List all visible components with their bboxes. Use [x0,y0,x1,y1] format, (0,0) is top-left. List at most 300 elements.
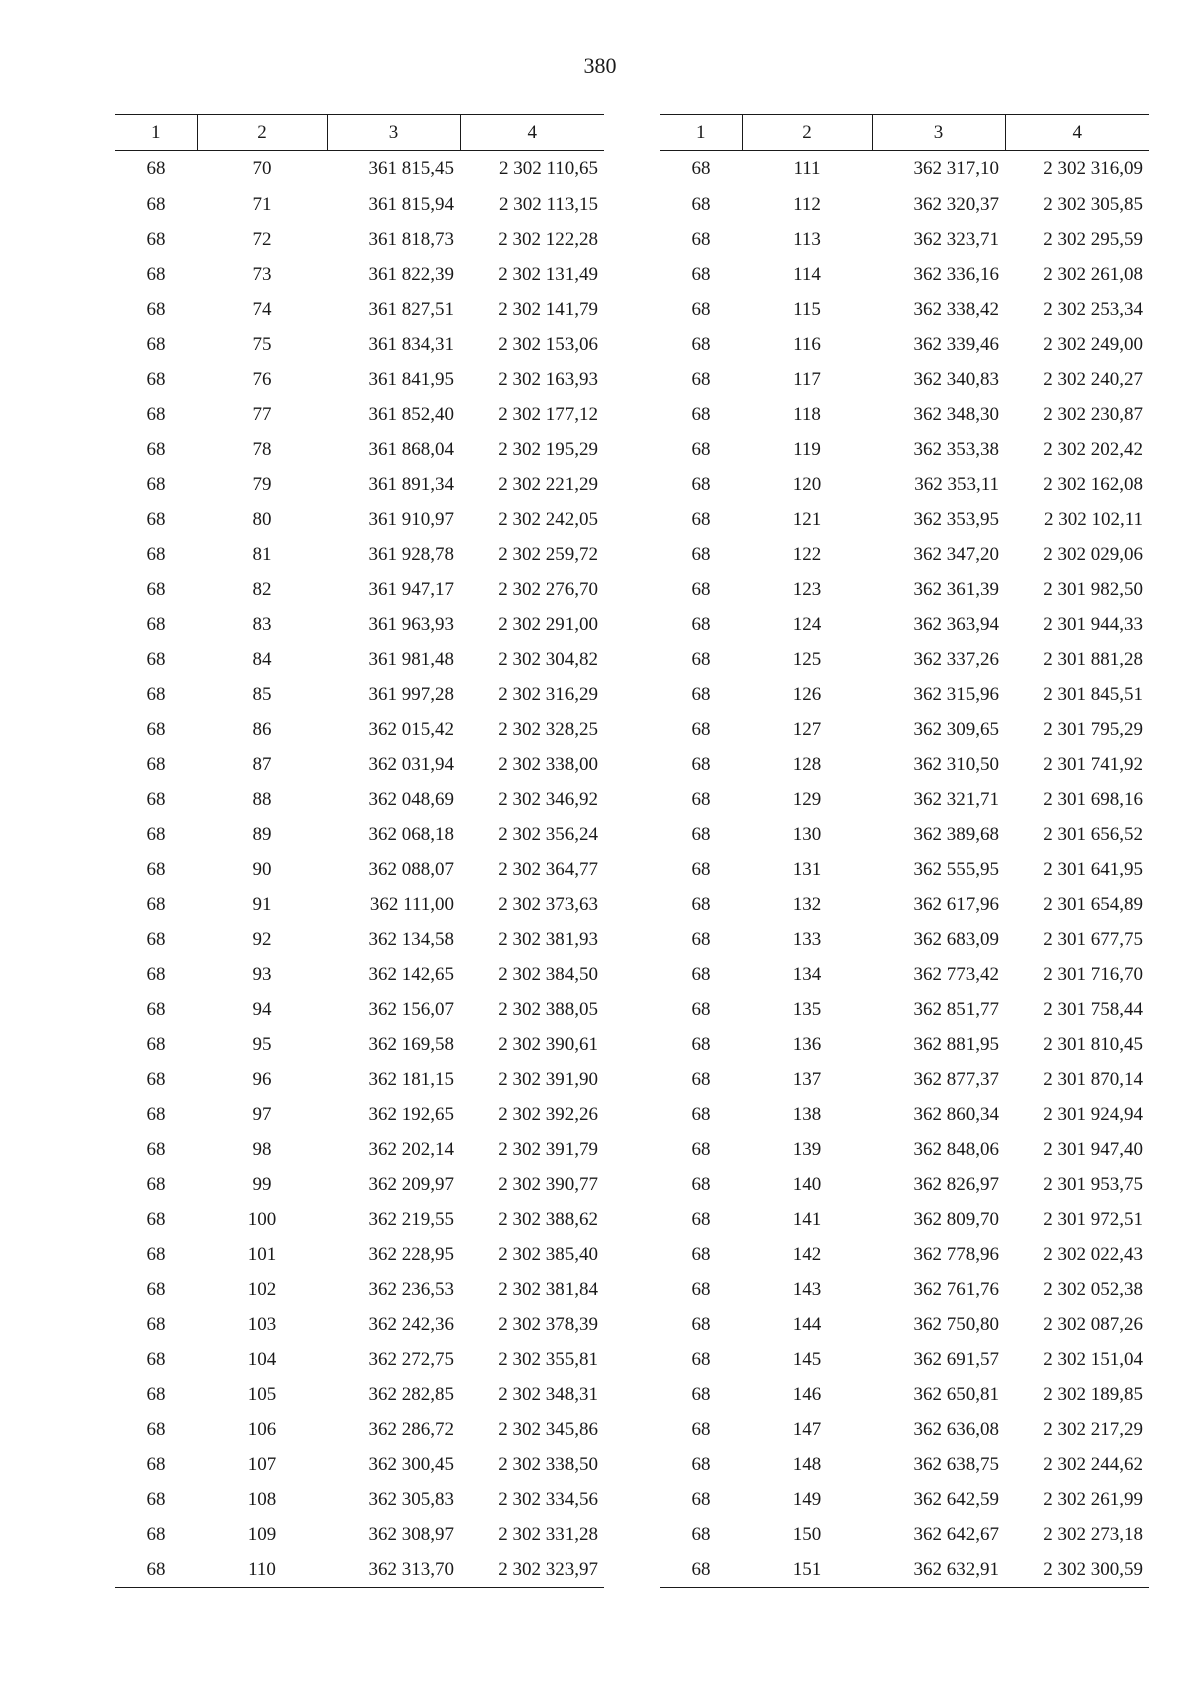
district-number-cell: 68 [146,193,166,215]
point-number-cell: 107 [247,1453,277,1475]
district-number-cell: 68 [691,718,711,740]
table-row [115,502,604,537]
district-number-cell: 68 [146,1103,166,1125]
table-body-right [660,151,1149,1588]
district-number-cell: 68 [146,718,166,740]
point-number-cell: 115 [793,298,821,320]
x-coordinate-cell: 362 761,76 [913,1278,999,1300]
table-row [115,1097,604,1132]
district-number-cell: 68 [146,788,166,810]
y-coordinate-cell: 2 302 356,24 [498,823,598,845]
x-coordinate-cell: 361 834,31 [368,333,454,355]
point-number-cell: 90 [252,858,272,880]
y-coordinate-cell: 2 302 202,42 [1043,438,1143,460]
y-coordinate-cell: 2 302 295,59 [1043,228,1143,250]
y-coordinate-cell: 2 301 972,51 [1043,1208,1143,1230]
point-number-cell: 125 [792,648,822,670]
point-number-cell: 77 [252,403,272,425]
table-row [115,1202,604,1237]
district-number-cell: 68 [691,928,711,950]
point-number-cell: 140 [792,1173,822,1195]
district-number-cell: 68 [691,543,711,565]
x-coordinate-cell: 361 910,97 [368,508,454,530]
x-coordinate-cell: 361 997,28 [368,683,454,705]
point-number-cell: 149 [792,1488,822,1510]
district-number-cell: 68 [691,1068,711,1090]
y-coordinate-cell: 2 302 388,05 [498,998,598,1020]
district-number-cell: 68 [146,543,166,565]
table-row [660,922,1149,957]
district-number-cell: 68 [146,1313,166,1335]
point-number-cell: 82 [252,578,272,600]
x-coordinate-cell: 362 202,14 [368,1138,454,1160]
point-number-cell: 72 [252,228,272,250]
y-coordinate-cell: 2 302 276,70 [498,578,598,600]
table-row [660,817,1149,852]
district-number-cell: 68 [691,1243,711,1265]
y-coordinate-cell: 2 302 244,62 [1043,1453,1143,1475]
point-number-cell: 122 [792,543,822,565]
table-row [115,677,604,712]
x-coordinate-cell: 361 891,34 [368,473,454,495]
point-number-cell: 146 [792,1383,822,1405]
district-number-cell: 68 [691,578,711,600]
y-coordinate-cell: 2 301 810,45 [1043,1033,1143,1055]
y-coordinate-cell: 2 302 346,92 [498,788,598,810]
point-number-cell: 96 [252,1068,272,1090]
district-number-cell: 68 [691,1138,711,1160]
y-coordinate-cell: 2 302 113,15 [498,193,598,215]
point-number-cell: 103 [247,1313,277,1335]
district-number-cell: 68 [146,1523,166,1545]
district-number-cell: 68 [146,158,166,179]
point-number-cell: 84 [252,648,272,670]
table-row [660,1342,1149,1377]
table-row [115,1412,604,1447]
table-row [660,572,1149,607]
x-coordinate-cell: 362 348,30 [913,403,999,425]
y-coordinate-cell: 2 302 378,39 [498,1313,598,1335]
district-number-cell: 68 [146,368,166,390]
point-number-cell: 147 [792,1418,822,1440]
district-number-cell: 68 [146,1033,166,1055]
x-coordinate-cell: 362 642,59 [913,1488,999,1510]
column-header-4: 4 [460,115,604,151]
district-number-cell: 68 [691,1383,711,1405]
x-coordinate-cell: 361 841,95 [368,368,454,390]
point-number-cell: 93 [252,963,272,985]
x-coordinate-cell: 362 851,77 [913,998,999,1020]
point-number-cell: 104 [247,1348,277,1370]
point-number-cell: 150 [792,1523,822,1545]
x-coordinate-cell: 362 305,83 [368,1488,454,1510]
table-row [660,292,1149,327]
table-row [115,572,604,607]
x-coordinate-cell: 362 282,85 [368,1383,454,1405]
table-row [115,1167,604,1202]
y-coordinate-cell: 2 302 151,04 [1043,1348,1143,1370]
district-number-cell: 68 [146,263,166,285]
page-number: 380 [583,53,617,78]
x-coordinate-cell: 362 310,50 [913,753,999,775]
table-row [660,1167,1149,1202]
y-coordinate-cell: 2 302 390,61 [498,1033,598,1055]
y-coordinate-cell: 2 302 261,08 [1043,263,1143,285]
table-row [660,362,1149,397]
point-number-cell: 143 [792,1278,822,1300]
x-coordinate-cell: 361 963,93 [368,613,454,635]
table-row [660,432,1149,467]
point-number-cell: 85 [252,683,272,705]
x-coordinate-cell: 362 650,81 [913,1383,999,1405]
point-number-cell: 92 [252,928,272,950]
district-number-cell: 68 [146,753,166,775]
district-number-cell: 68 [691,158,711,179]
table-header-row [115,115,604,151]
table-row [660,747,1149,782]
y-coordinate-cell: 2 302 259,72 [498,543,598,565]
point-number-cell: 138 [792,1103,822,1125]
x-coordinate-cell: 362 636,08 [913,1418,999,1440]
table-row [115,922,604,957]
district-number-cell: 68 [146,403,166,425]
y-coordinate-cell: 2 302 217,29 [1043,1418,1143,1440]
district-number-cell: 68 [146,683,166,705]
x-coordinate-cell: 362 309,65 [913,718,999,740]
point-number-cell: 112 [793,193,821,215]
point-number-cell: 75 [252,333,272,355]
table-row [115,1552,604,1588]
point-number-cell: 110 [197,1552,327,1588]
x-coordinate-cell: 362 320,37 [913,193,999,215]
district-number-cell: 68 [691,1523,711,1545]
table-row [660,1482,1149,1517]
point-number-cell: 98 [252,1138,272,1160]
y-coordinate-cell: 2 302 240,27 [1043,368,1143,390]
y-coordinate-cell: 2 302 162,08 [1043,473,1143,495]
table-row [115,1062,604,1097]
y-coordinate-cell: 2 302 355,81 [498,1348,598,1370]
district-number-cell: 68 [691,823,711,845]
point-number-cell: 101 [247,1243,277,1265]
table-row [660,1377,1149,1412]
x-coordinate-cell: 362 632,91 [872,1552,1005,1588]
coordinates-table-left [115,114,604,1588]
table-row [660,1202,1149,1237]
district-number-cell: 68 [146,893,166,915]
point-number-cell: 79 [252,473,272,495]
table-row [660,1132,1149,1167]
district-number-cell: 68 [691,683,711,705]
coordinates-table-right [660,114,1149,1588]
district-number-cell: 68 [691,1208,711,1230]
district-number-cell: 68 [691,893,711,915]
table-row [115,151,604,188]
y-coordinate-cell: 2 302 385,40 [498,1243,598,1265]
table-row [115,1132,604,1167]
column-header-2: 2 [742,115,872,151]
table-header-row [660,115,1149,151]
table-row [115,1027,604,1062]
district-number-cell: 68 [691,1348,711,1370]
y-coordinate-cell: 2 302 323,97 [460,1552,604,1588]
x-coordinate-cell: 362 192,65 [368,1103,454,1125]
table-row [115,1342,604,1377]
table-row [115,467,604,502]
y-coordinate-cell: 2 302 316,29 [498,683,598,705]
district-number-cell: 68 [146,1068,166,1090]
table-row [115,642,604,677]
x-coordinate-cell: 362 860,34 [913,1103,999,1125]
district-number-cell: 68 [146,438,166,460]
y-coordinate-cell: 2 302 131,49 [498,263,598,285]
district-number-cell: 68 [691,788,711,810]
district-number-cell: 68 [691,1488,711,1510]
district-number-cell: 68 [691,1173,711,1195]
column-header-3: 3 [872,115,1005,151]
point-number-cell: 97 [252,1103,272,1125]
x-coordinate-cell: 362 363,94 [913,613,999,635]
x-coordinate-cell: 361 815,45 [368,158,454,179]
point-number-cell: 145 [792,1348,822,1370]
x-coordinate-cell: 362 617,96 [913,893,999,915]
point-number-cell: 81 [252,543,272,565]
district-number-cell: 68 [146,1453,166,1475]
y-coordinate-cell: 2 301 944,33 [1043,613,1143,635]
x-coordinate-cell: 362 750,80 [913,1313,999,1335]
y-coordinate-cell: 2 302 029,06 [1043,543,1143,565]
district-number-cell: 68 [691,473,711,495]
district-number-cell: 68 [691,1418,711,1440]
point-number-cell: 133 [792,928,822,950]
table-row [660,607,1149,642]
point-number-cell: 136 [792,1033,822,1055]
y-coordinate-cell: 2 302 331,28 [498,1523,598,1545]
point-number-cell: 113 [793,228,821,250]
x-coordinate-cell: 362 048,69 [368,788,454,810]
y-coordinate-cell: 2 302 230,87 [1043,403,1143,425]
table-row [115,1272,604,1307]
table-row [660,327,1149,362]
table-row [115,1447,604,1482]
point-number-cell: 74 [252,298,272,320]
x-coordinate-cell: 362 638,75 [913,1453,999,1475]
table-row [115,327,604,362]
district-number-cell: 68 [146,578,166,600]
y-coordinate-cell: 2 302 273,18 [1043,1523,1143,1545]
x-coordinate-cell: 362 347,20 [913,543,999,565]
point-number-cell: 141 [792,1208,822,1230]
point-number-cell: 135 [792,998,822,1020]
district-number-cell: 68 [146,1348,166,1370]
y-coordinate-cell: 2 302 381,93 [498,928,598,950]
district-number-cell: 68 [691,963,711,985]
table-row [115,957,604,992]
y-coordinate-cell: 2 301 953,75 [1043,1173,1143,1195]
district-number-cell: 68 [146,1138,166,1160]
district-number-cell: 68 [691,1033,711,1055]
table-row [115,712,604,747]
district-number-cell: 68 [691,613,711,635]
point-number-cell: 108 [247,1488,277,1510]
y-coordinate-cell: 2 301 947,40 [1043,1138,1143,1160]
table-row [115,292,604,327]
point-number-cell: 128 [792,753,822,775]
y-coordinate-cell: 2 301 677,75 [1043,928,1143,950]
point-number-cell: 151 [742,1552,872,1588]
district-number-cell: 68 [691,858,711,880]
x-coordinate-cell: 362 308,97 [368,1523,454,1545]
y-coordinate-cell: 2 301 881,28 [1043,648,1143,670]
district-number-cell: 68 [691,263,711,285]
point-number-cell: 100 [247,1208,277,1230]
x-coordinate-cell: 362 337,26 [913,648,999,670]
x-coordinate-cell: 362 691,57 [913,1348,999,1370]
table-row [660,257,1149,292]
column-header-1: 1 [660,115,742,151]
table-row [115,257,604,292]
point-number-cell: 139 [792,1138,822,1160]
y-coordinate-cell: 2 302 052,38 [1043,1278,1143,1300]
x-coordinate-cell: 362 272,75 [368,1348,454,1370]
district-number-cell: 68 [660,1552,742,1588]
district-number-cell: 68 [146,228,166,250]
district-number-cell: 68 [691,193,711,215]
district-number-cell: 68 [146,1243,166,1265]
x-coordinate-cell: 362 181,15 [368,1068,454,1090]
table-row [660,537,1149,572]
point-number-cell: 126 [792,683,822,705]
point-number-cell: 73 [252,263,272,285]
x-coordinate-cell: 361 815,94 [368,193,454,215]
point-number-cell: 137 [792,1068,822,1090]
y-coordinate-cell: 2 302 087,26 [1043,1313,1143,1335]
x-coordinate-cell: 362 361,39 [913,578,999,600]
district-number-cell: 68 [691,228,711,250]
district-number-cell: 68 [146,928,166,950]
table-row [660,1412,1149,1447]
x-coordinate-cell: 362 242,36 [368,1313,454,1335]
point-number-cell: 83 [252,613,272,635]
district-number-cell: 68 [146,298,166,320]
point-number-cell: 80 [252,508,272,530]
point-number-cell: 124 [792,613,822,635]
point-number-cell: 106 [247,1418,277,1440]
point-number-cell: 89 [252,823,272,845]
y-coordinate-cell: 2 302 364,77 [498,858,598,880]
table-row [660,467,1149,502]
table-row [660,992,1149,1027]
table-row [115,607,604,642]
district-number-cell: 68 [146,1173,166,1195]
x-coordinate-cell: 362 339,46 [913,333,999,355]
y-coordinate-cell: 2 302 110,65 [498,158,598,179]
y-coordinate-cell: 2 301 982,50 [1043,578,1143,600]
y-coordinate-cell: 2 302 242,05 [498,508,598,530]
point-number-cell: 105 [247,1383,277,1405]
point-number-cell: 87 [252,753,272,775]
x-coordinate-cell: 361 827,51 [368,298,454,320]
district-number-cell: 68 [146,1418,166,1440]
district-number-cell: 68 [146,613,166,635]
x-coordinate-cell: 361 852,40 [368,403,454,425]
district-number-cell: 68 [146,963,166,985]
x-coordinate-cell: 362 848,06 [913,1138,999,1160]
y-coordinate-cell: 2 302 328,25 [498,718,598,740]
y-coordinate-cell: 2 302 391,79 [498,1138,598,1160]
district-number-cell: 68 [115,1552,197,1588]
x-coordinate-cell: 362 219,55 [368,1208,454,1230]
point-number-cell: 111 [793,158,821,179]
column-header-3: 3 [327,115,460,151]
point-number-cell: 142 [792,1243,822,1265]
table-row [115,1377,604,1412]
x-coordinate-cell: 361 928,78 [368,543,454,565]
x-coordinate-cell: 362 031,94 [368,753,454,775]
y-coordinate-cell: 2 302 338,00 [498,753,598,775]
y-coordinate-cell: 2 302 345,86 [498,1418,598,1440]
point-number-cell: 86 [252,718,272,740]
table-row [115,222,604,257]
district-number-cell: 68 [691,1103,711,1125]
district-number-cell: 68 [146,508,166,530]
table-row [660,1447,1149,1482]
table-row [115,187,604,222]
point-number-cell: 123 [792,578,822,600]
table-row [115,747,604,782]
table-row [660,1272,1149,1307]
x-coordinate-cell: 362 642,67 [913,1523,999,1545]
y-coordinate-cell: 2 302 392,26 [498,1103,598,1125]
y-coordinate-cell: 2 301 845,51 [1043,683,1143,705]
y-coordinate-cell: 2 302 253,34 [1043,298,1143,320]
y-coordinate-cell: 2 302 373,63 [498,893,598,915]
point-number-cell: 109 [247,1523,277,1545]
x-coordinate-cell: 362 068,18 [368,823,454,845]
point-number-cell: 91 [252,893,272,915]
table-row [115,397,604,432]
point-number-cell: 121 [792,508,822,530]
district-number-cell: 68 [691,508,711,530]
table-row [660,852,1149,887]
y-coordinate-cell: 2 302 388,62 [498,1208,598,1230]
table-row [115,887,604,922]
y-coordinate-cell: 2 301 641,95 [1043,858,1143,880]
table-row [660,887,1149,922]
table-row [660,957,1149,992]
x-coordinate-cell: 362 236,53 [368,1278,454,1300]
point-number-cell: 132 [792,893,822,915]
x-coordinate-cell: 362 555,95 [913,858,999,880]
district-number-cell: 68 [691,648,711,670]
district-number-cell: 68 [691,1278,711,1300]
x-coordinate-cell: 362 111,00 [369,893,454,915]
x-coordinate-cell: 362 353,11 [914,473,999,495]
table-row [660,712,1149,747]
table-row [115,1482,604,1517]
table-row [115,537,604,572]
x-coordinate-cell: 362 778,96 [913,1243,999,1265]
table-row [660,1552,1149,1588]
column-header-2: 2 [197,115,327,151]
y-coordinate-cell: 2 301 741,92 [1043,753,1143,775]
y-coordinate-cell: 2 302 384,50 [498,963,598,985]
table-row [660,222,1149,257]
district-number-cell: 68 [691,368,711,390]
table-row [660,1307,1149,1342]
table-row [115,1237,604,1272]
district-number-cell: 68 [146,1488,166,1510]
